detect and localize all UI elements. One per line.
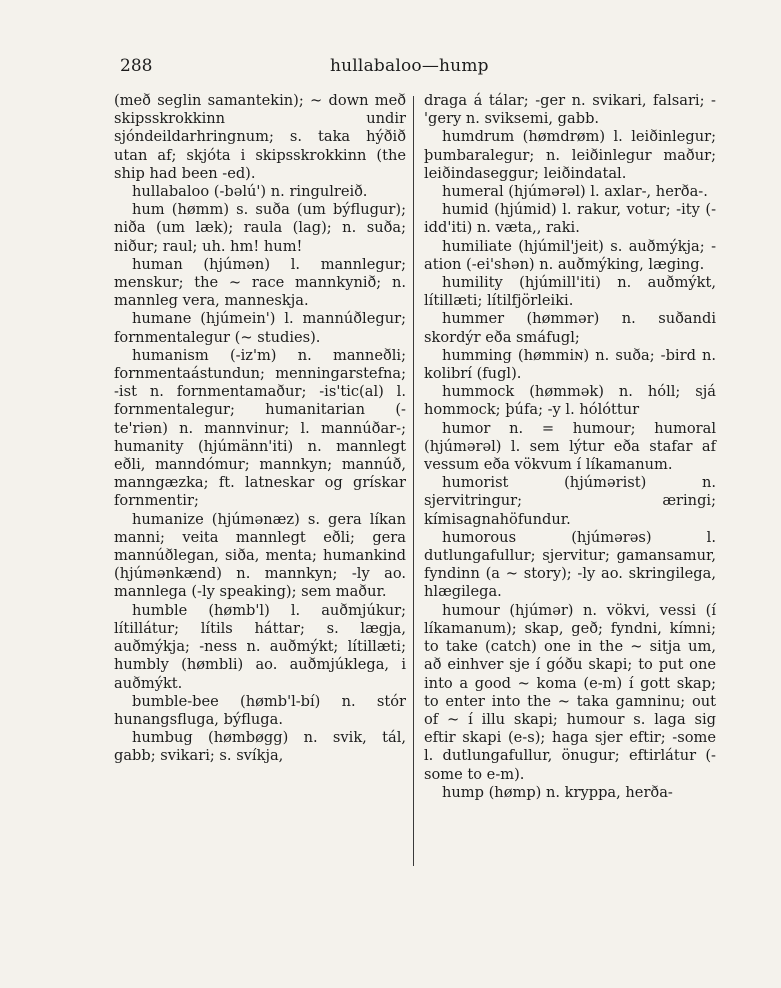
right-column [424, 92, 716, 802]
entry-hummer: hummer (hømmər) n. suðandi skordýr eða smáfugl; [424, 310, 716, 346]
entry-humming: humming (hømmiɴ) n. suða; -bird n. kolibrí (fugl). [424, 346, 716, 383]
entry-human: human (hjúmən) l. mannlegur; menskur; the ~ race mannkynið; n. mannleg vera, manneskja. [114, 255, 406, 310]
entry-humble: humble (hømb'l) l. auðmjúkur; lítillátur; lítils háttar; s. lægja, auðmýkja; -ness n. auðmýkt; lítillæti; humbly (hømbli) ao. auðmjúklega, i auðmýkt. [114, 601, 406, 692]
entry-humility: humility (hjúmill'iti) n. auðmýkt, lítillæti; lítilfjörleiki. [424, 274, 716, 310]
entry-humour: humour (hjúmər) n. vökvi, vessi (í líkamanum); skap, geð; fyndni, kímni; to take (catch) one in the ~ sitja um, að einhver sje í góðu skapi; to put one into a good ~ koma (e-m) í gott skap; to enter into the ~ taka gamninu; out of ~ í illu skapi; humour s. laga sig eftir skapi (e-s); haga sjer eftir; -some l. dutlungafullur, önugur; eftirlátur (-some to e-m). [424, 601, 716, 783]
entry-humor: humor n. = humour; humoral (hjúmərəl) l. sem lýtur eða stafar af vessum eða vökvum í líkamanum. [424, 419, 716, 474]
running-head: hullabaloo—hump [330, 56, 489, 76]
entry-humane: humane (hjúmein') l. mannúðlegur; fornmentalegur (~ studies). [114, 310, 406, 346]
entry-humeral: humeral (hjúmərəl) l. axlar-, herða-. [442, 183, 708, 201]
column-divider [413, 96, 414, 866]
entry-hum: hum (hømm) s. suða (um býflugur); niða (um læk); raula (lag); n. suða; niður; raul; uh. hm! hum! [114, 201, 406, 255]
entry-humdrum: humdrum (hømdrøm) l. leiðinlegur; þumbaralegur; n. leiðinlegur maður; leiðindaseggur; leiðindatal. [424, 128, 716, 182]
entry-humorist: humorist (hjúmərist) n. sjervitringur; æringi; kímisagnahöfundur. [424, 474, 716, 528]
entry-hullabaloo: hullabaloo (-bəlú') n. ringulreið. [132, 183, 368, 201]
entry-humorous: humorous (hjúmərəs) l. dutlungafullur; sjervitur; gamansamur, fyndinn (a ~ story); -ly ao. skringilega, hlægilega. [424, 528, 716, 601]
page-number: 288 [120, 56, 153, 76]
entry-humbug: humbug (hømbøgg) n. svik, tál, gabb; svikari; s. svíkja, [114, 729, 406, 765]
left-column [114, 92, 406, 766]
entry-hummock: hummock (hømmək) n. hóll; sjá hommock; þúfa; -y l. hólóttur [424, 383, 716, 419]
entry-humid: humid (hjúmid) l. rakur, votur; -ity (-idd'iti) n. væta,, raki. [424, 201, 716, 237]
entry-humiliate: humiliate (hjúmil'jeit) s. auðmýkja; -ation (-ei'shən) n. auðmýking, læging. [424, 237, 716, 273]
entry-humanism: humanism (-iz'm) n. manneðli; fornmentaástundun; menningarstefna; -ist n. fornmentamaður; -is'tic(al) l. fornmentalegur; humanitarian (-te'riən) n. mannvinur; l. mannúðar-; humanity (hjúmänn'iti) n. mannlegt eðli, manndómur; mannkyn; mannúð, manngæzka; ft. latneskar og grískar fornmentir; [114, 346, 406, 510]
entry-down-continuation: (með seglin samantekin); ~ down með skipsskrokkinn undir sjóndeildarhringnum; s. taka hýðið utan af; skjóta i skipsskrokkinn (the ship had been -ed). [114, 92, 406, 182]
entry-humanize: humanize (hjúmənæz) s. gera líkan manni; veita mannlegt eðli; gera mannúðlegan, siða, menta; humankind (hjúmənkænd) n. mannkyn; -ly ao. mannlega (-ly speaking); sem maður. [114, 510, 406, 601]
entry-hump: hump (hømp) n. kryppa, herða- [442, 783, 673, 801]
entry-bumble-bee: bumble-bee (hømb'l-bí) n. stór hunangsfluga, býfluga. [114, 692, 406, 728]
entry-humbug-continuation: draga á tálar; -ger n. svikari, falsari; -'gery n. sviksemi, gabb. [424, 92, 716, 128]
